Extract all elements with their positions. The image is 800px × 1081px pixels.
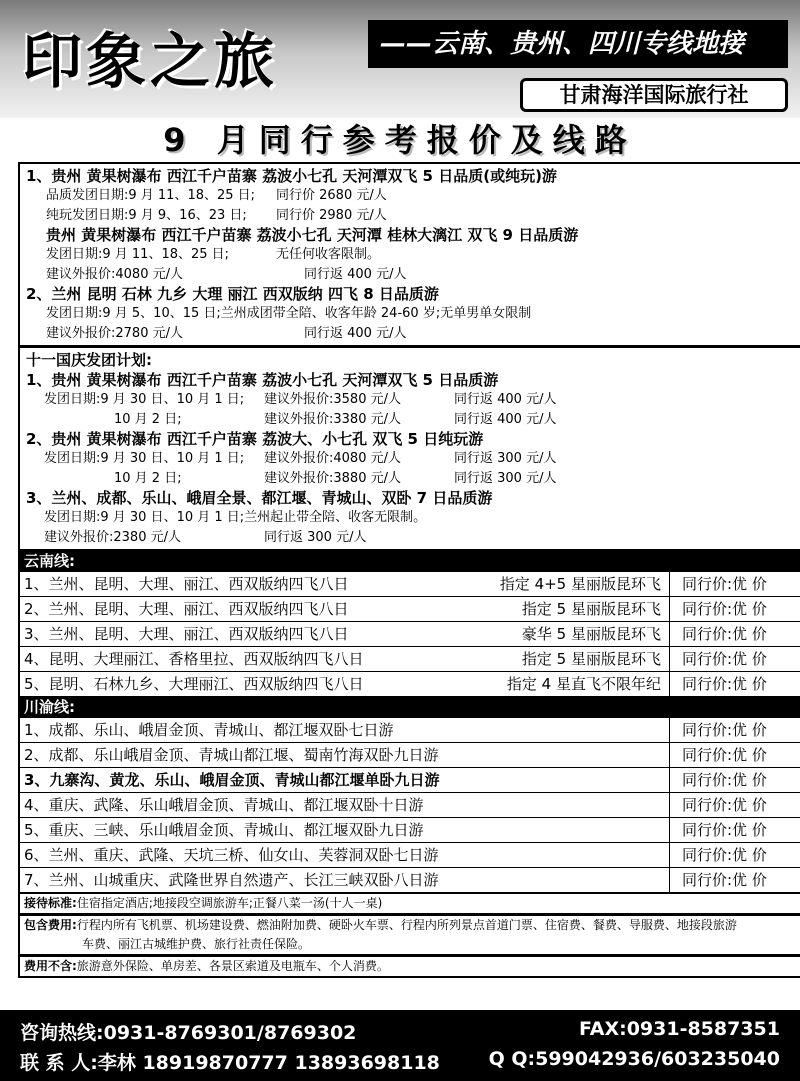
route-price: 同行价:优 价	[682, 650, 767, 668]
table-row	[18, 843, 800, 868]
tour-detail-row	[26, 449, 796, 469]
route-price: 同行价:优 价	[682, 796, 767, 814]
section-heading: 十一国庆发团计划:	[26, 351, 152, 369]
peer-rebate: 同行返 400 元/人	[304, 266, 407, 282]
agency-name: 甘肃海洋国际旅行社	[520, 78, 788, 112]
route-name: 2、成都、乐山峨眉金顶、青城山都江堰、蜀南竹海双卧九日游	[20, 743, 670, 767]
qq-number: Q Q:599042936/603235040	[488, 1048, 780, 1070]
route-name: 1、成都、乐山、峨眉金顶、青城山、都江堰双卧七日游	[20, 718, 670, 742]
note-label: 接待标准:	[24, 896, 77, 910]
fax-number: FAX:0931-8587351	[578, 1018, 780, 1040]
note-label: 费用不含:	[24, 959, 77, 973]
tour-detail-row	[26, 324, 796, 344]
tour-detail-row	[26, 265, 796, 285]
tour-detail-row	[26, 186, 796, 206]
september-tours-box	[18, 162, 800, 347]
route-price: 同行价:优 价	[682, 575, 767, 593]
tour-detail-row	[26, 390, 796, 410]
sichuan-section-header: 川渝线:	[18, 697, 800, 718]
table-row	[18, 622, 800, 647]
tour-detail-row	[26, 206, 796, 226]
tour-detail-row	[26, 245, 796, 265]
contact-footer	[0, 1010, 800, 1081]
route-name: 1、兰州、昆明、大理、丽江、西双版纳四飞八日	[24, 575, 349, 593]
note-text: 住宿指定酒店;地接段空调旅游车;正餐八菜一汤(十人一桌)	[76, 896, 383, 910]
tour-title: 1、贵州 黄果树瀑布 西江千户苗寨 荔波小七孔 天河潭双飞 5 日品质(或纯玩)游	[26, 167, 557, 185]
peer-rebate: 同行返 300 元/人	[264, 529, 367, 545]
hotel-standard: 指定 5 星丽版昆环飞	[480, 597, 670, 621]
suggested-price: 建议外报价:4080 元/人	[264, 451, 401, 466]
peer-price: 同行价 2680 元/人	[276, 188, 387, 203]
departure-dates: 品质发团日期:9 月 11、18、25 日;	[46, 188, 256, 203]
peer-rebate: 同行返 300 元/人	[454, 451, 557, 466]
route-name: 7、兰州、山城重庆、武隆世界自然遗产、长江三峡双卧八日游	[20, 868, 670, 892]
suggested-price: 建议外报价:3880 元/人	[264, 470, 401, 486]
table-row	[18, 672, 800, 697]
route-name: 2、兰州、昆明、大理、丽江、西双版纳四飞八日	[24, 600, 349, 618]
route-price: 同行价:优 价	[682, 771, 767, 789]
peer-rebate: 同行返 400 元/人	[454, 392, 557, 407]
departure-dates: 发团日期:9 月 30 日、10 月 1 日;	[44, 392, 245, 407]
national-day-box	[18, 347, 800, 551]
tour-title: 贵州 黄果树瀑布 西江千户苗寨 荔波小七孔 天河潭 桂林大漓江 双飞 9 日品质游	[46, 226, 579, 244]
route-name: 3、九寨沟、黄龙、乐山、峨眉金顶、青城山都江堰单卧九日游	[20, 768, 670, 792]
tour-detail-row	[26, 528, 796, 548]
booking-note: 无任何收客限制。	[276, 247, 381, 262]
table-row	[18, 572, 800, 597]
route-price: 同行价:优 价	[682, 721, 767, 739]
hotline: 咨询热线:0931-8769301/8769302	[20, 1022, 357, 1044]
departure-dates: 发团日期:9 月 30 日、10 月 1 日;兰州起止带全陪、收客无限制。	[44, 510, 427, 525]
route-price: 同行价:优 价	[682, 625, 767, 643]
hotel-standard: 指定 5 星丽版昆环飞	[480, 647, 670, 671]
content-area	[18, 162, 800, 978]
hotel-standard: 豪华 5 星丽版昆环飞	[480, 622, 670, 646]
included-costs	[18, 915, 800, 956]
note-text: 车费、丽江古城维护费、旅行社责任保险。	[82, 937, 311, 951]
contact-person: 联 系 人:李林 18919870777 13893698118	[20, 1052, 440, 1074]
page-title: 9 月同行参考报价及线路	[163, 121, 637, 159]
sichuan-route-list	[18, 718, 800, 893]
table-row	[18, 718, 800, 743]
departure-dates: 发团日期:9 月 11、18、25 日;	[46, 247, 230, 262]
yunnan-section-header: 云南线:	[18, 551, 800, 572]
peer-rebate: 同行返 400 元/人	[454, 411, 557, 427]
peer-rebate: 同行返 400 元/人	[304, 325, 407, 341]
table-row	[18, 597, 800, 622]
suggested-price: 建议外报价:2380 元/人	[44, 529, 181, 545]
excluded-costs	[18, 956, 800, 978]
suggested-price: 建议外报价:3580 元/人	[264, 392, 401, 407]
route-price: 同行价:优 价	[682, 600, 767, 618]
tour-title: 1、贵州 黄果树瀑布 西江千户苗寨 荔波小七孔 天河潭双飞 5 日品质游	[26, 371, 499, 389]
table-row	[18, 768, 800, 793]
note-label: 包含费用:	[24, 918, 77, 932]
departure-dates: 发团日期:9 月 5、10、15 日;兰州成团带全陪、收客年龄 24-60 岁;无单男单女限制	[46, 306, 532, 321]
tour-title: 3、兰州、成都、乐山、峨眉全景、都江堰、青城山、双卧 7 日品质游	[26, 489, 493, 507]
route-price: 同行价:优 价	[682, 871, 767, 889]
departure-dates: 发团日期:9 月 30 日、10 月 1 日;	[44, 451, 245, 466]
table-row	[18, 743, 800, 768]
departure-dates: 纯玩发团日期:9 月 9、16、23 日;	[46, 207, 247, 223]
route-name: 3、兰州、昆明、大理、丽江、西双版纳四飞八日	[24, 625, 349, 643]
peer-rebate: 同行返 300 元/人	[454, 470, 557, 486]
tour-detail-row	[26, 410, 796, 430]
table-row	[18, 793, 800, 818]
tour-title: 2、兰州 昆明 石林 九乡 大理 丽江 西双版纳 四飞 8 日品质游	[26, 285, 439, 303]
suggested-price: 建议外报价:2780 元/人	[46, 325, 183, 341]
route-name: 4、昆明、大理丽江、香格里拉、西双版纳四飞八日	[24, 650, 364, 668]
route-name: 5、昆明、石林九乡、大理丽江、西双版纳四飞八日	[24, 675, 364, 693]
tour-detail-row	[26, 469, 796, 489]
route-name: 5、重庆、三峡、乐山峨眉金顶、青城山、都江堰双卧九日游	[20, 818, 670, 842]
table-row	[18, 647, 800, 672]
peer-price: 同行价 2980 元/人	[276, 207, 387, 223]
note-text: 行程内所有飞机票、机场建设费、燃油附加费、硬卧火车票、行程内所列景点首道门票、住宿费、餐费、导服费、地接段旅游	[76, 918, 737, 932]
route-price: 同行价:优 价	[682, 821, 767, 839]
suggested-price: 建议外报价:3380 元/人	[264, 411, 401, 427]
note-text: 旅游意外保险、单房差、各景区索道及电瓶车、个人消费。	[76, 959, 389, 973]
reception-standard	[18, 893, 800, 915]
table-row	[18, 818, 800, 843]
tour-title: 2、贵州 黄果树瀑布 西江千户苗寨 荔波大、小七孔 双飞 5 日纯玩游	[26, 430, 484, 448]
hotel-standard: 指定 4 星直飞不限年纪	[480, 672, 670, 696]
hotel-standard: 指定 4+5 星丽版昆环飞	[480, 572, 670, 596]
route-price: 同行价:优 价	[682, 846, 767, 864]
route-price: 同行价:优 价	[682, 746, 767, 764]
suggested-price: 建议外报价:4080 元/人	[46, 266, 183, 282]
brand-title: 印象之旅	[22, 27, 278, 97]
brand-subtitle: ——云南、贵州、四川专线地接	[368, 20, 788, 68]
departure-dates: 10 月 2 日;	[114, 470, 182, 486]
table-row	[18, 868, 800, 893]
yunnan-route-list	[18, 572, 800, 697]
header-banner	[0, 0, 800, 118]
route-name: 4、重庆、武隆、乐山峨眉金顶、青城山、都江堰双卧十日游	[20, 793, 670, 817]
departure-dates: 10 月 2 日;	[114, 411, 182, 427]
route-name: 6、兰州、重庆、武隆、天坑三桥、仙女山、芙蓉洞双卧七日游	[20, 843, 670, 867]
route-price: 同行价:优 价	[682, 675, 767, 693]
